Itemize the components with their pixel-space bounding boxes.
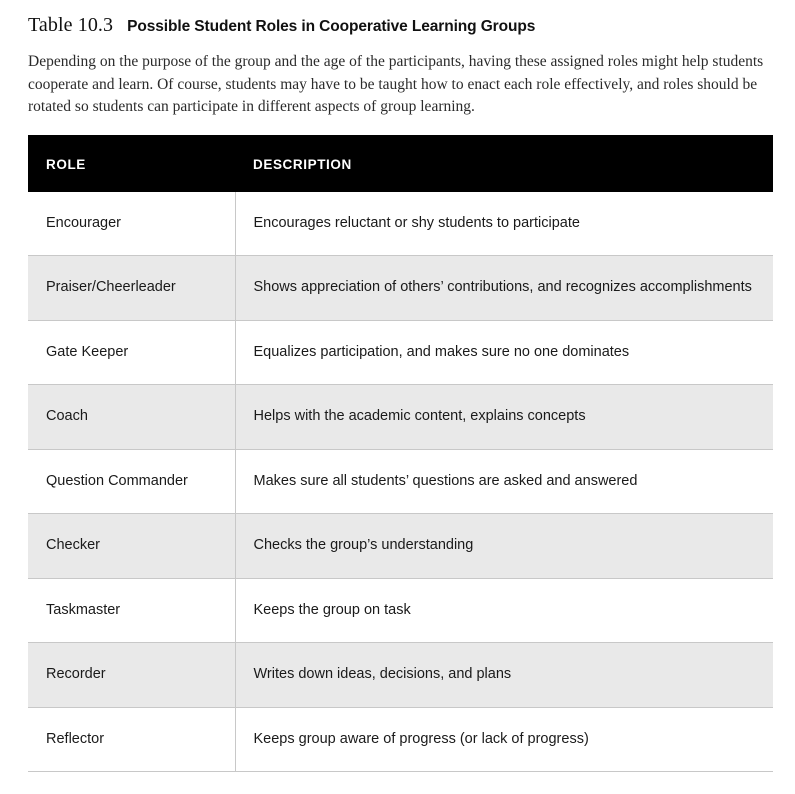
cell-description: Encourages reluctant or shy students to participate — [235, 192, 773, 256]
table-row — [28, 707, 773, 771]
column-header-role: ROLE — [28, 135, 235, 192]
table-row — [28, 643, 773, 707]
table-row — [28, 256, 773, 320]
table-row — [28, 192, 773, 256]
table-number-label: Table 10.3 — [28, 14, 114, 36]
student-roles-table — [28, 135, 773, 772]
cell-role: Checker — [28, 514, 235, 578]
table-row — [28, 449, 773, 513]
cell-role: Question Commander — [28, 449, 235, 513]
table-intro-paragraph: Depending on the purpose of the group and the age of the participants, having these assigned roles might help students cooperate and learn. Of course, students may have to be taught how to enact each role effectively, and roles should be rotated so students can participate in different aspects of group learning. — [28, 53, 764, 116]
cell-description: Keeps group aware of progress (or lack of progress) — [235, 707, 773, 771]
cell-role: Reflector — [28, 707, 235, 771]
cell-description: Shows appreciation of others’ contributions, and recognizes accomplishments — [235, 256, 773, 320]
table-row — [28, 385, 773, 449]
table-body — [28, 192, 773, 772]
cell-role: Coach — [28, 385, 235, 449]
cell-description: Checks the group’s understanding — [235, 514, 773, 578]
cell-role: Taskmaster — [28, 578, 235, 642]
table-row — [28, 514, 773, 578]
cell-description: Writes down ideas, decisions, and plans — [235, 643, 773, 707]
table-title — [28, 14, 769, 37]
cell-description: Makes sure all students’ questions are asked and answered — [235, 449, 773, 513]
cell-role: Encourager — [28, 192, 235, 256]
table-caption: Possible Student Roles in Cooperative Learning Groups — [127, 18, 536, 35]
cell-description: Keeps the group on task — [235, 578, 773, 642]
cell-role: Praiser/Cheerleader — [28, 256, 235, 320]
column-header-description: DESCRIPTION — [235, 135, 773, 192]
cell-role: Gate Keeper — [28, 320, 235, 384]
cell-description: Equalizes participation, and makes sure no one dominates — [235, 320, 773, 384]
table-header — [28, 135, 773, 192]
table-header-row — [28, 135, 773, 192]
table-row — [28, 578, 773, 642]
cell-description: Helps with the academic content, explains concepts — [235, 385, 773, 449]
table-row — [28, 320, 773, 384]
cell-role: Recorder — [28, 643, 235, 707]
